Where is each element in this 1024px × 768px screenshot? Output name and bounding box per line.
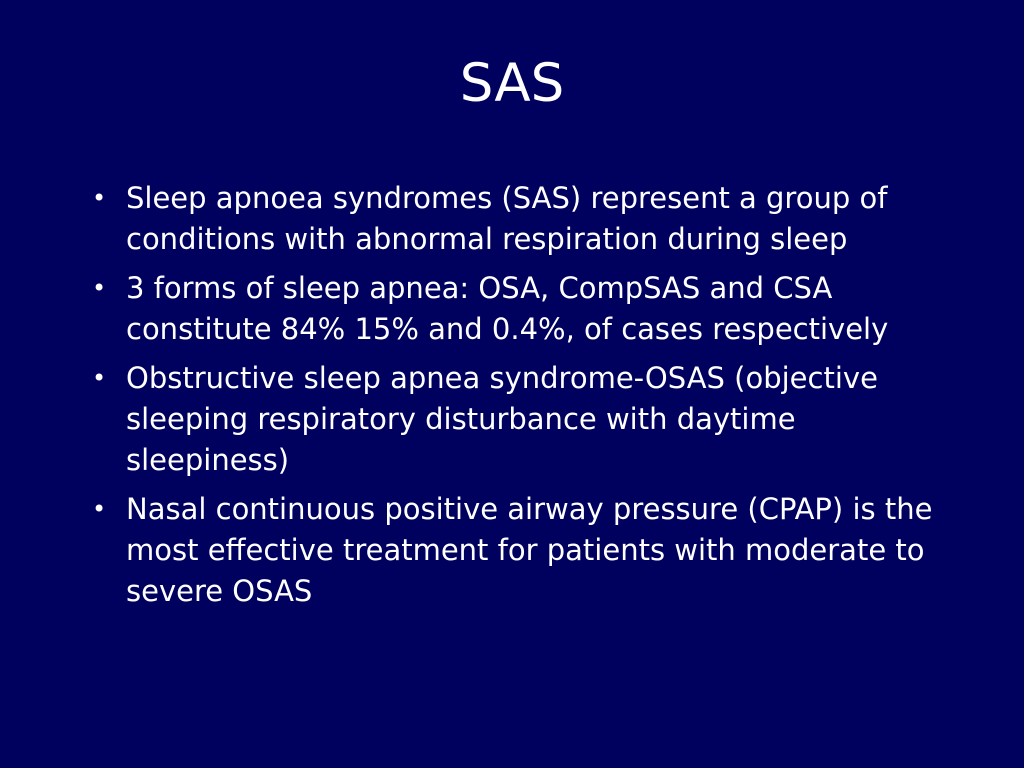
bullet-item bbox=[86, 358, 966, 481]
bullet-item bbox=[86, 178, 966, 260]
bullet-item bbox=[86, 268, 966, 350]
bullet-text: Nasal continuous positive airway pressure (CPAP) is the most effective treatment for patients with moderate to severe OSAS bbox=[126, 492, 933, 608]
bullet-list bbox=[86, 178, 966, 620]
bullet-text: 3 forms of sleep apnea: OSA, CompSAS and CSA constitute 84% 15% and 0.4%, of cases respectively bbox=[126, 271, 889, 346]
bullet-text: Sleep apnoea syndromes (SAS) represent a group of conditions with abnormal respiration during sleep bbox=[126, 181, 888, 256]
bullet-dot-icon: • bbox=[92, 495, 107, 523]
bullet-dot-icon: • bbox=[92, 364, 107, 392]
bullet-dot-icon: • bbox=[92, 274, 107, 302]
bullet-text: Obstructive sleep apnea syndrome-OSAS (objective sleeping respiratory disturbance with daytime sleepiness) bbox=[126, 361, 878, 477]
bullet-dot-icon: • bbox=[92, 184, 107, 212]
bullet-item bbox=[86, 489, 966, 612]
slide-title: SAS bbox=[459, 53, 565, 114]
